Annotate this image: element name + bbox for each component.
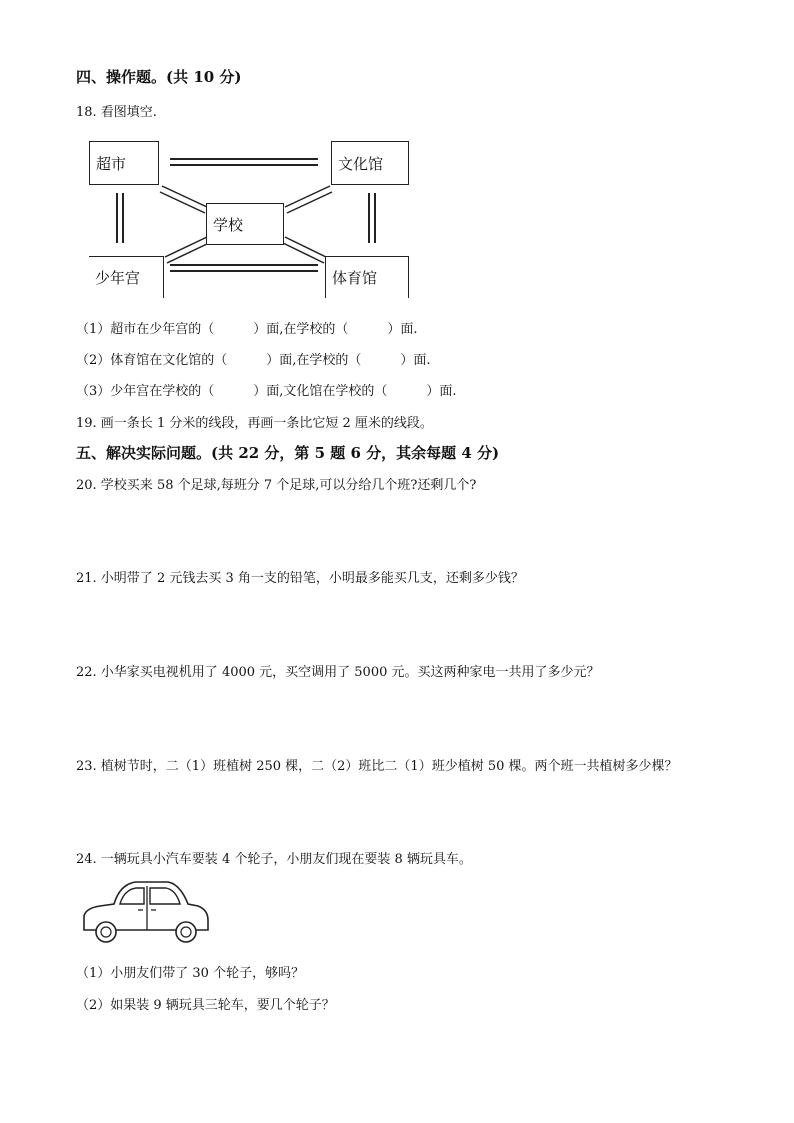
- map-label-youth-palace: 少年宫: [95, 269, 141, 287]
- question-19: 19. 画一条长 1 分米的线段，再画一条比它短 2 厘米的线段。: [76, 416, 433, 431]
- map-label-culture-center: 文化馆: [338, 154, 384, 173]
- question-18-blank-1: （1）超市在少年宫的（ ）面,在学校的（ ）面.: [76, 322, 418, 337]
- question-20: 20. 学校买来 58 个足球,每班分 7 个足球,可以分给几个班?还剩几个?: [76, 478, 477, 493]
- map-box-culture-center: [331, 141, 409, 185]
- map-label-supermarket: 超市: [96, 154, 127, 173]
- question-24: 24. 一辆玩具小汽车要装 4 个轮子，小朋友们现在要装 8 辆玩具车。: [76, 852, 472, 867]
- map-label-gym: 体育馆: [332, 269, 378, 287]
- question-22: 22. 小华家买电视机用了 4000 元，买空调用了 5000 元。买这两种家电一共用了多少元？: [76, 665, 600, 680]
- question-18-title: 18. 看图填空.: [76, 105, 157, 120]
- question-23: 23. 植树节时，二（1）班植树 250 棵，二（2）班比二（1）班少植树 50 棵。两个班一共植树多少棵？: [76, 759, 678, 774]
- map-box-supermarket: [89, 141, 159, 185]
- question-21: 21. 小明带了 2 元钱去买 3 角一支的铅笔，小明最多能买几支，还剩多少钱？: [76, 571, 524, 586]
- map-box-gym: [325, 256, 409, 298]
- toy-car-icon: [76, 878, 216, 948]
- question-24-sub-1: （1）小朋友们带了 30 个轮子，够吗？: [76, 966, 305, 981]
- question-18-blank-2: （2）体育馆在文化馆的（ ）面,在学校的（ ）面.: [76, 353, 431, 368]
- section-4-title: 四、操作题。(共 10 分): [76, 68, 242, 86]
- section-5-title: 五、解决实际问题。(共 22 分，第 5 题 6 分，其余每题 4 分): [76, 444, 500, 462]
- map-box-youth-palace: [89, 256, 164, 298]
- map-box-school: [206, 203, 284, 245]
- question-18-blank-3: （3）少年宫在学校的（ ）面,文化馆在学校的（ ）面.: [76, 384, 457, 399]
- question-24-sub-2: （2）如果装 9 辆玩具三轮车，要几个轮子？: [76, 998, 335, 1013]
- map-label-school: 学校: [213, 215, 244, 234]
